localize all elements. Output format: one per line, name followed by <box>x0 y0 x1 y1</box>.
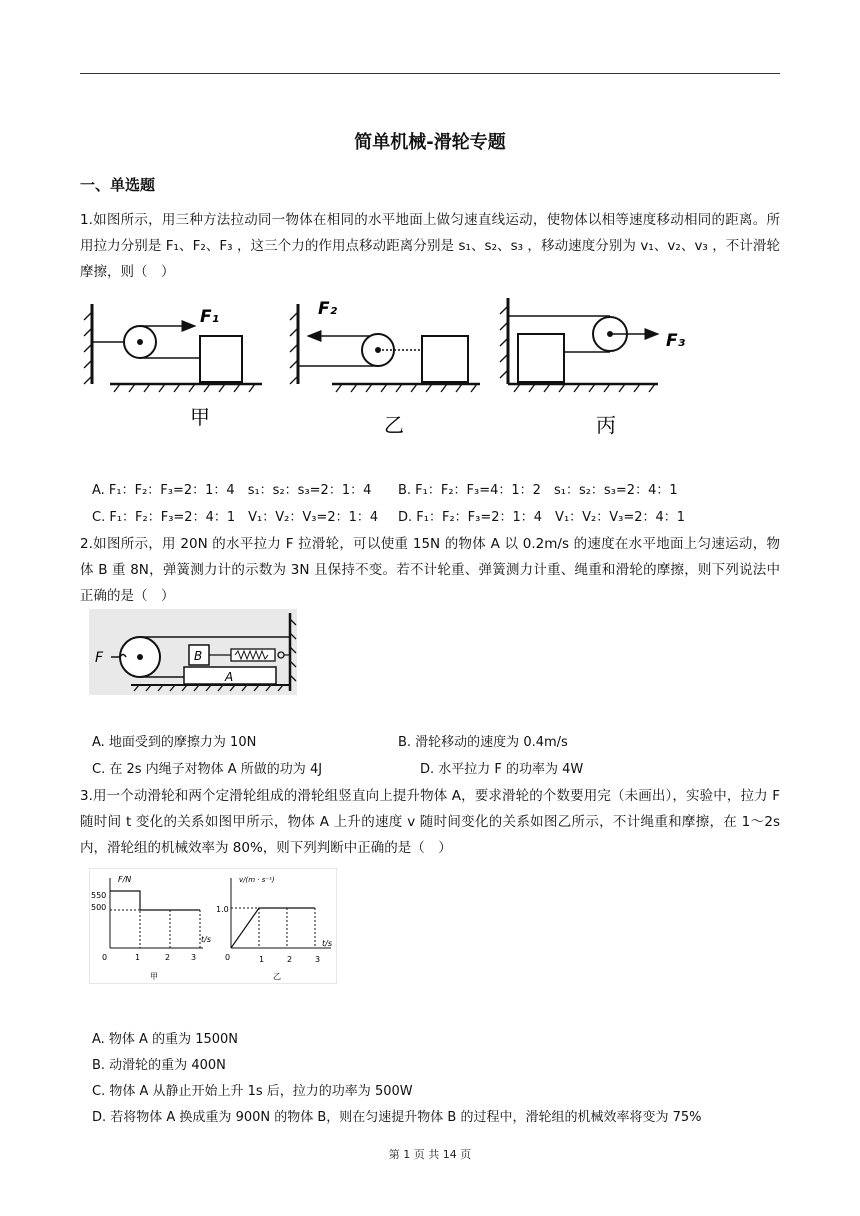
label-f3: F₃ <box>666 331 686 351</box>
chart-yi-xlabel: t/s <box>322 939 332 948</box>
q2-option-d[interactable]: D. 水平拉力 F 的功率为 4W <box>420 762 584 777</box>
q1-option-d[interactable]: D. F₁：F₂：F₃=2：1：4 V₁：V₂：V₃=2：4：1 <box>398 510 686 525</box>
chart-jia-xtick-1: 1 <box>135 953 141 962</box>
section-heading: 一、单选题 <box>80 176 156 194</box>
chart-jia-ytick-500: 500 <box>91 903 107 912</box>
q3-option-c[interactable]: C. 物体 A 从静止开始上升 1s 后，拉力的功率为 500W <box>92 1084 413 1099</box>
chart-yi-ytick-1: 1.0 <box>216 905 229 914</box>
q2-stem: 2.如图所示，用 20N 的水平拉力 F 拉滑轮，可以使重 15N 的物体 A 以 0.2m/s 的速度在水平地面上匀速运动，物体 B 重 8N，弹簧测力计的示数为 3N 且保持不变。若不计轮重、弹簧测力计重、绳重和滑轮的摩擦，则下列说法中正确的是（ ） <box>80 536 780 604</box>
chart-yi-caption: 乙 <box>273 972 281 981</box>
chart-yi-xtick-3: 3 <box>315 955 321 964</box>
q2-option-c[interactable]: C. 在 2s 内绳子对物体 A 所做的功为 4J <box>92 762 323 777</box>
header-rule <box>80 73 780 74</box>
label-f2: F₂ <box>318 299 338 319</box>
caption-bing: 丙 <box>596 413 616 437</box>
q2-label-b: B <box>194 649 203 663</box>
q3-figure <box>89 868 337 984</box>
caption-jia: 甲 <box>190 405 210 429</box>
chart-jia-ytick-550: 550 <box>91 891 107 900</box>
page-title: 简单机械-滑轮专题 <box>354 132 506 153</box>
q1-stem: 1.如图所示，用三种方法拉动同一物体在相同的水平地面上做匀速直线运动，使物体以相等速度移动相同的距离。所用拉力分别是 F₁、F₂、F₃ ，这三个力的作用点移动距离分别是 s₁、s₂、s₃ ，移动速度分别为 v₁、v₂、v₃ ，不计滑轮摩擦，则（ ） <box>80 212 780 280</box>
q2-label-a: A <box>225 670 234 684</box>
figure-bing <box>500 298 686 437</box>
q2-option-b[interactable]: B. 滑轮移动的速度为 0.4m/s <box>398 735 568 750</box>
q1-figure <box>80 292 720 442</box>
page-footer: 第 1 页 共 14 页 <box>388 1148 472 1161</box>
chart-jia-caption: 甲 <box>150 972 158 981</box>
q2-label-f: F <box>95 650 104 666</box>
chart-jia-ylabel: F/N <box>118 875 132 884</box>
chart-jia-xtick-3: 3 <box>191 953 197 962</box>
q3-option-d[interactable]: D. 若将物体 A 换成重为 900N 的物体 B，则在匀速提升物体 B 的过程中，滑轮组的机械效率将变为 75% <box>92 1110 702 1125</box>
caption-yi: 乙 <box>384 413 404 437</box>
chart-jia-xtick-2: 2 <box>165 953 171 962</box>
figure-jia <box>84 304 262 429</box>
q3-option-b[interactable]: B. 动滑轮的重为 400N <box>92 1058 226 1073</box>
q3-stem: 3.用一个动滑轮和两个定滑轮组成的滑轮组竖直向上提升物体 A，要求滑轮的个数要用完（未画出），实验中，拉力 F 随时间 t 变化的关系如图甲所示，物体 A 上升的速度 v 随时间变化的关系如图乙所示，不计绳重和摩擦，在 1～2s 内，滑轮组的机械效率为 80%，则下列判断中正确的是（ ） <box>80 788 780 856</box>
chart-jia-xlabel: t/s <box>201 935 211 944</box>
q1-option-a[interactable]: A. F₁：F₂：F₃=2：1：4 s₁：s₂：s₃=2：1：4 <box>92 483 372 498</box>
q3-option-a[interactable]: A. 物体 A 的重为 1500N <box>92 1032 239 1047</box>
label-f1: F₁ <box>200 307 220 327</box>
q2-figure <box>89 609 297 695</box>
chart-yi-xtick-0: 0 <box>225 953 231 962</box>
q1-option-b[interactable]: B. F₁：F₂：F₃=4：1：2 s₁：s₂：s₃=2：4：1 <box>398 483 678 498</box>
q2-option-a[interactable]: A. 地面受到的摩擦力为 10N <box>92 735 257 750</box>
chart-jia-xtick-0: 0 <box>102 953 108 962</box>
figure-yi <box>290 299 480 437</box>
chart-yi-xtick-1: 1 <box>259 955 265 964</box>
chart-yi-ylabel: v/(m · s⁻¹) <box>239 876 275 884</box>
chart-yi-xtick-2: 2 <box>287 955 293 964</box>
q1-option-c[interactable]: C. F₁：F₂：F₃=2：4：1 V₁：V₂：V₃=2：1：4 <box>92 510 379 525</box>
